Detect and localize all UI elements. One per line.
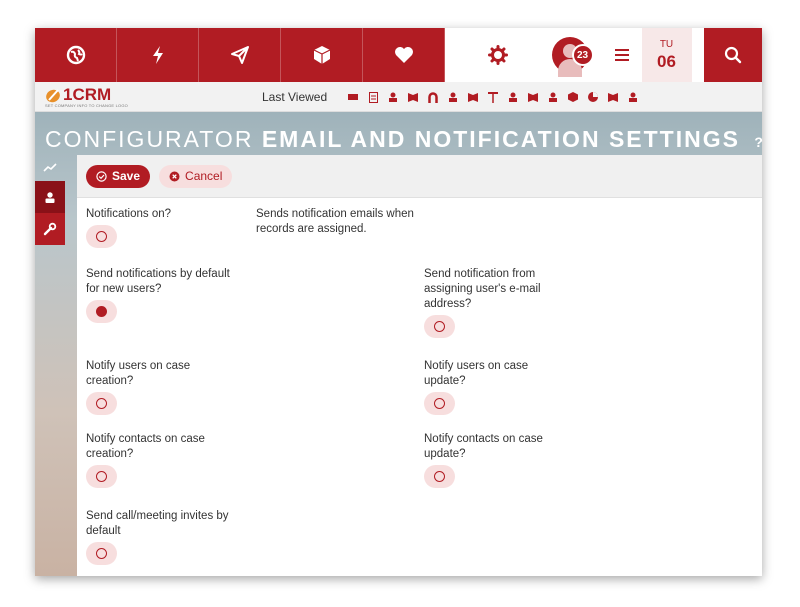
lightning-icon[interactable] xyxy=(117,28,199,82)
logo-tagline: SET COMPANY INFO TO CHANGE LOGO xyxy=(45,103,128,108)
check-circle-icon xyxy=(96,171,107,182)
page-title-prefix: CONFIGURATOR xyxy=(45,126,254,152)
send-invites-default-field xyxy=(86,509,251,565)
settings-panel xyxy=(77,155,762,576)
user-area xyxy=(445,28,704,82)
left-sidebar xyxy=(35,155,65,576)
save-button[interactable] xyxy=(86,165,150,188)
person-icon[interactable] xyxy=(35,181,65,213)
paper-plane-icon[interactable] xyxy=(199,28,281,82)
send-invites-default-checkbox[interactable] xyxy=(86,542,117,565)
company-logo[interactable] xyxy=(45,85,128,108)
send-from-assigning-checkbox[interactable] xyxy=(424,315,455,338)
help-icon[interactable]: ? xyxy=(754,134,765,150)
person-icon[interactable] xyxy=(443,90,463,104)
logo-icon xyxy=(45,87,63,103)
notify-contacts-case-creation-checkbox[interactable] xyxy=(86,465,117,488)
book-icon[interactable] xyxy=(523,90,543,104)
notify-users-case-creation-field xyxy=(86,359,216,415)
page-title xyxy=(45,126,765,153)
calendar-date[interactable] xyxy=(642,28,692,82)
field-label: Notify contacts on case update? xyxy=(424,433,543,460)
notify-users-case-update-field xyxy=(424,359,554,415)
cube-icon[interactable] xyxy=(563,90,583,104)
search-icon[interactable] xyxy=(704,28,762,82)
book-icon[interactable] xyxy=(403,90,423,104)
sub-bar xyxy=(35,82,762,112)
notify-users-case-update-checkbox[interactable] xyxy=(424,392,455,415)
card-icon[interactable] xyxy=(343,90,363,104)
trend-icon[interactable] xyxy=(35,155,65,181)
globe-icon[interactable] xyxy=(35,28,117,82)
field-label: Send call/meeting invites by default xyxy=(86,510,229,537)
day-number: 06 xyxy=(657,51,676,71)
toolbar xyxy=(77,155,762,198)
field-label: Notify users on case creation? xyxy=(86,360,191,387)
field-label: Notifications on? xyxy=(86,208,172,220)
send-by-default-field xyxy=(86,267,246,323)
pin-icon[interactable] xyxy=(483,90,503,104)
notify-contacts-case-update-checkbox[interactable] xyxy=(424,465,455,488)
pie-chart-icon[interactable] xyxy=(583,90,603,104)
recent-items xyxy=(343,90,643,104)
notify-contacts-case-update-field xyxy=(424,432,564,488)
book-icon[interactable] xyxy=(603,90,623,104)
send-from-assigning-field xyxy=(424,267,564,338)
close-circle-icon xyxy=(169,171,180,182)
notifications-on-field xyxy=(86,207,236,248)
notification-badge[interactable]: 23 xyxy=(572,44,594,66)
notifications-on-description: Sends notification emails when records are assigned. xyxy=(256,208,414,235)
day-of-week: TU xyxy=(659,38,674,50)
hamburger-menu-icon[interactable] xyxy=(602,28,642,82)
person-icon[interactable] xyxy=(543,90,563,104)
page-title-main: EMAIL AND NOTIFICATION SETTINGS xyxy=(261,126,740,152)
notify-contacts-case-creation-field xyxy=(86,432,226,488)
person-icon[interactable] xyxy=(623,90,643,104)
wrench-icon[interactable] xyxy=(35,213,65,245)
top-nav xyxy=(35,28,762,82)
cancel-label: Cancel xyxy=(185,169,223,183)
document-icon[interactable] xyxy=(363,90,383,104)
last-viewed-label: Last Viewed xyxy=(262,90,328,104)
logo-text: 1CRM xyxy=(63,85,112,104)
field-label: Send notification from assigning user's e-mail address? xyxy=(424,268,541,310)
save-label: Save xyxy=(112,169,141,183)
notifications-on-checkbox[interactable] xyxy=(86,225,117,248)
gear-icon[interactable] xyxy=(458,28,538,82)
field-label: Send notifications by default for new users? xyxy=(86,268,230,295)
send-by-default-checkbox[interactable] xyxy=(86,300,117,323)
cube-icon[interactable] xyxy=(281,28,363,82)
person-icon[interactable] xyxy=(383,90,403,104)
magnet-icon[interactable] xyxy=(423,90,443,104)
field-label: Notify contacts on case creation? xyxy=(86,433,205,460)
book-icon[interactable] xyxy=(463,90,483,104)
heart-icon[interactable] xyxy=(363,28,445,82)
person-icon[interactable] xyxy=(503,90,523,104)
field-label: Notify users on case update? xyxy=(424,360,529,387)
app-window xyxy=(35,28,765,576)
notify-users-case-creation-checkbox[interactable] xyxy=(86,392,117,415)
cancel-button[interactable] xyxy=(159,165,232,188)
user-menu[interactable] xyxy=(538,28,602,82)
